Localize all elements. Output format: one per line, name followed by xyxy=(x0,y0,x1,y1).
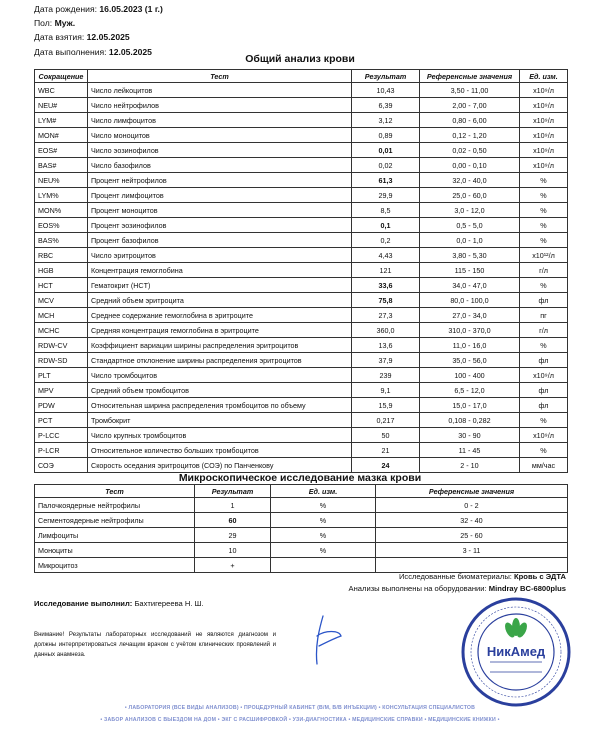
row-unit: x10⁹/л xyxy=(520,83,568,98)
table-row xyxy=(35,528,568,543)
row-result: 0,1 xyxy=(352,218,420,233)
row-test: Число эозинофилов xyxy=(88,143,352,158)
row-result: 0,217 xyxy=(352,413,420,428)
row-result: 21 xyxy=(352,443,420,458)
equipment-line xyxy=(349,584,566,593)
row-ref: 15,0 - 17,0 xyxy=(420,398,520,413)
row-abbr: BAS# xyxy=(35,158,88,173)
table-row xyxy=(35,113,568,128)
row-unit: фл xyxy=(520,293,568,308)
row-abbr: LYM# xyxy=(35,113,88,128)
row-ref: 34,0 - 47,0 xyxy=(420,278,520,293)
table-row xyxy=(35,143,568,158)
birth-value: 16.05.2023 (1 г.) xyxy=(99,4,163,14)
row-abbr: MON# xyxy=(35,128,88,143)
smear-row-ref: 3 - 11 xyxy=(376,543,568,558)
row-result: 75,8 xyxy=(352,293,420,308)
executor-label: Исследование выполнил: xyxy=(34,599,133,608)
table-row xyxy=(35,173,568,188)
row-unit: % xyxy=(520,278,568,293)
row-result: 0,01 xyxy=(352,143,420,158)
row-ref: 100 - 400 xyxy=(420,368,520,383)
patient-header xyxy=(34,2,163,59)
signature xyxy=(305,612,349,670)
row-unit: x10⁹/л xyxy=(520,98,568,113)
row-ref: 6,5 - 12,0 xyxy=(420,383,520,398)
row-unit: мм/час xyxy=(520,458,568,473)
row-ref: 30 - 90 xyxy=(420,428,520,443)
row-ref: 11,0 - 16,0 xyxy=(420,338,520,353)
table-row xyxy=(35,158,568,173)
row-unit: % xyxy=(520,173,568,188)
done-label: Дата выполнения: xyxy=(34,46,107,57)
footer-line-1: • ЛАБОРАТОРИЯ (ВСЕ ВИДЫ АНАЛИЗОВ) • ПРОЦЕДУРНЫЙ КАБИНЕТ (В/М, В/В ИНЪЕКЦИИ) • КОНСУЛЬТАЦИЯ СПЕЦИАЛИСТОВ xyxy=(124,705,476,711)
row-unit: x10⁹/л xyxy=(520,158,568,173)
table-row xyxy=(35,498,568,513)
smear-col-unit: Ед. изм. xyxy=(271,485,376,498)
smear-table xyxy=(34,484,568,573)
row-result: 27,3 xyxy=(352,308,420,323)
row-test: Процент нейтрофилов xyxy=(88,173,352,188)
row-unit: x10⁹/л xyxy=(520,368,568,383)
smear-col-test: Тест xyxy=(35,485,195,498)
row-ref: 0,108 - 0,282 xyxy=(420,413,520,428)
row-ref: 3,0 - 12,0 xyxy=(420,203,520,218)
smear-row-ref: 32 - 40 xyxy=(376,513,568,528)
col-test: Тест xyxy=(88,70,352,83)
smear-col-ref: Референсные значения xyxy=(376,485,568,498)
row-test: Число тромбоцитов xyxy=(88,368,352,383)
table-row xyxy=(35,263,568,278)
smear-row-test: Палочкоядерные нейтрофилы xyxy=(35,498,195,513)
row-result: 8,5 xyxy=(352,203,420,218)
row-result: 0,2 xyxy=(352,233,420,248)
sex-value: Муж. xyxy=(54,18,76,29)
row-ref: 35,0 - 56,0 xyxy=(420,353,520,368)
row-test: Средний объем эритроцита xyxy=(88,293,352,308)
row-abbr: RDW-SD xyxy=(35,353,88,368)
row-result: 50 xyxy=(352,428,420,443)
row-abbr: PLT xyxy=(35,368,88,383)
row-abbr: MPV xyxy=(35,383,88,398)
row-ref: 3,80 - 5,30 xyxy=(420,248,520,263)
row-abbr: MCHC xyxy=(35,323,88,338)
row-test: Относительное количество больших тромбоцитов xyxy=(88,443,352,458)
smear-row-ref: 25 - 60 xyxy=(376,528,568,543)
table-row xyxy=(35,368,568,383)
smear-row-ref xyxy=(376,558,568,573)
row-test: Число моноцитов xyxy=(88,128,352,143)
disclaimer-note: Внимание! Результаты лабораторных исследований не являются диагнозом и должны интерпретироваться лечащим врачом с учётом клинических проявлений и данных анамнеза. xyxy=(34,631,276,658)
row-unit: % xyxy=(520,233,568,248)
table-row xyxy=(35,353,568,368)
row-unit: % xyxy=(520,443,568,458)
smear-row-unit: % xyxy=(271,528,376,543)
footer-line-2: • ЗАБОР АНАЛИЗОВ С ВЫЕЗДОМ НА ДОМ • ЭКГ С РАСШИФРОВКОЙ • УЗИ-ДИАГНОСТИКА • МЕДИЦИНСКИЕ СПРАВКИ • МЕДИЦИНСКИЕ КНИЖКИ • xyxy=(100,717,500,723)
smear-row-test: Лимфоциты xyxy=(35,528,195,543)
row-ref: 0,80 - 6,00 xyxy=(420,113,520,128)
row-result: 4,43 xyxy=(352,248,420,263)
smear-row-ref: 0 - 2 xyxy=(376,498,568,513)
row-test: Число лейкоцитов xyxy=(88,83,352,98)
row-ref: 0,00 - 0,10 xyxy=(420,158,520,173)
smear-row-unit xyxy=(271,558,376,573)
row-result: 10,43 xyxy=(352,83,420,98)
row-test: Средняя концентрация гемоглобина в эритроците xyxy=(88,323,352,338)
row-result: 9,1 xyxy=(352,383,420,398)
row-test: Гематокрит (HCT) xyxy=(88,278,352,293)
row-unit: % xyxy=(520,203,568,218)
biomaterial-line xyxy=(399,572,566,581)
table-row xyxy=(35,413,568,428)
row-ref: 115 - 150 xyxy=(420,263,520,278)
done-value: 12.05.2025 xyxy=(108,46,152,57)
row-result: 29,9 xyxy=(352,188,420,203)
smear-row-result: + xyxy=(195,558,271,573)
table-row xyxy=(35,458,568,473)
smear-row-result: 1 xyxy=(195,498,271,513)
table-row xyxy=(35,188,568,203)
table-row xyxy=(35,338,568,353)
row-test: Средний объем тромбоцитов xyxy=(88,383,352,398)
row-unit: x10⁹/л xyxy=(520,128,568,143)
row-abbr: NEU# xyxy=(35,98,88,113)
row-result: 360,0 xyxy=(352,323,420,338)
row-abbr: PDW xyxy=(35,398,88,413)
row-ref: 11 - 45 xyxy=(420,443,520,458)
row-test: Стандартное отклонение ширины распределения эритроцитов xyxy=(88,353,352,368)
birth-label: Дата рождения: xyxy=(34,4,98,14)
row-result: 3,12 xyxy=(352,113,420,128)
row-result: 6,39 xyxy=(352,98,420,113)
table-row xyxy=(35,203,568,218)
equipment-label: Анализы выполнены на оборудовании: xyxy=(348,584,487,593)
row-ref: 27,0 - 34,0 xyxy=(420,308,520,323)
row-unit: фл xyxy=(520,353,568,368)
table-row xyxy=(35,558,568,573)
row-unit: % xyxy=(520,218,568,233)
smear-col-result: Результат xyxy=(195,485,271,498)
table-row xyxy=(35,83,568,98)
col-result: Результат xyxy=(352,70,420,83)
row-unit: x10⁹/л xyxy=(520,428,568,443)
smear-row-unit: % xyxy=(271,498,376,513)
table-row xyxy=(35,323,568,338)
row-unit: % xyxy=(520,188,568,203)
row-result: 24 xyxy=(352,458,420,473)
row-result: 15,9 xyxy=(352,398,420,413)
smear-row-test: Сегментоядерные нейтрофилы xyxy=(35,513,195,528)
row-unit: % xyxy=(520,338,568,353)
taken-label: Дата взятия: xyxy=(34,32,85,43)
table-row xyxy=(35,443,568,458)
row-result: 121 xyxy=(352,263,420,278)
row-abbr: MCV xyxy=(35,293,88,308)
smear-row-unit: % xyxy=(271,513,376,528)
row-abbr: MCH xyxy=(35,308,88,323)
row-ref: 0,12 - 1,20 xyxy=(420,128,520,143)
smear-row-test: Микроцитоз xyxy=(35,558,195,573)
row-result: 37,9 xyxy=(352,353,420,368)
smear-title: Микроскопическое исследование мазка крови xyxy=(178,472,422,484)
row-test: Число нейтрофилов xyxy=(88,98,352,113)
table-row xyxy=(35,428,568,443)
equipment-value: Mindray BC-6800plus xyxy=(488,584,566,593)
table-row xyxy=(35,233,568,248)
executor-line xyxy=(34,599,204,608)
row-unit: фл xyxy=(520,383,568,398)
row-test: Концентрация гемоглобина xyxy=(88,263,352,278)
row-ref: 25,0 - 60,0 xyxy=(420,188,520,203)
row-unit: x10¹²/л xyxy=(520,248,568,263)
smear-row-test: Моноциты xyxy=(35,543,195,558)
row-abbr: LYM% xyxy=(35,188,88,203)
row-unit: фл xyxy=(520,398,568,413)
row-abbr: EOS% xyxy=(35,218,88,233)
table-row xyxy=(35,293,568,308)
row-test: Число лимфоцитов xyxy=(88,113,352,128)
table-row xyxy=(35,383,568,398)
row-abbr: HCT xyxy=(35,278,88,293)
biomaterial-label: Исследованные биоматериалы: xyxy=(398,572,512,581)
row-abbr: EOS# xyxy=(35,143,88,158)
row-ref: 3,50 - 11,00 xyxy=(420,83,520,98)
row-abbr: PCT xyxy=(35,413,88,428)
row-ref: 0,02 - 0,50 xyxy=(420,143,520,158)
clinic-stamp xyxy=(460,596,572,708)
smear-row-result: 60 xyxy=(195,513,271,528)
row-unit: x10⁹/л xyxy=(520,143,568,158)
row-unit: пг xyxy=(520,308,568,323)
row-unit: г/л xyxy=(520,263,568,278)
row-abbr: BAS% xyxy=(35,233,88,248)
row-result: 0,89 xyxy=(352,128,420,143)
row-unit: % xyxy=(520,413,568,428)
row-result: 239 xyxy=(352,368,420,383)
row-ref: 80,0 - 100,0 xyxy=(420,293,520,308)
table-row xyxy=(35,308,568,323)
smear-row-unit: % xyxy=(271,543,376,558)
table-row xyxy=(35,128,568,143)
row-abbr: P-LCR xyxy=(35,443,88,458)
table-row xyxy=(35,248,568,263)
row-test: Процент эозинофилов xyxy=(88,218,352,233)
row-unit: x10⁹/л xyxy=(520,113,568,128)
row-test: Коэффициент вариации ширины распределения эритроцитов xyxy=(88,338,352,353)
table-row xyxy=(35,98,568,113)
row-test: Скорость оседания эритроцитов (СОЭ) по Панченкову xyxy=(88,458,352,473)
row-result: 33,6 xyxy=(352,278,420,293)
row-result: 13,6 xyxy=(352,338,420,353)
table-row xyxy=(35,543,568,558)
table-row xyxy=(35,278,568,293)
row-abbr: СОЭ xyxy=(35,458,88,473)
table-row xyxy=(35,513,568,528)
smear-row-result: 29 xyxy=(195,528,271,543)
biomaterial-value: Кровь с ЭДТА xyxy=(514,572,566,581)
row-abbr: RDW-CV xyxy=(35,338,88,353)
col-abbr: Сокращение xyxy=(35,70,88,83)
row-test: Тромбокрит xyxy=(88,413,352,428)
row-abbr: HGB xyxy=(35,263,88,278)
row-abbr: RBC xyxy=(35,248,88,263)
table-row xyxy=(35,218,568,233)
row-ref: 2,00 - 7,00 xyxy=(420,98,520,113)
col-ref: Референсные значения xyxy=(420,70,520,83)
cbc-table xyxy=(34,69,568,473)
executor-value: Бахтигереева Н. Ш. xyxy=(134,599,204,608)
row-result: 0,02 xyxy=(352,158,420,173)
sex-label: Пол: xyxy=(34,18,53,29)
row-test: Процент моноцитов xyxy=(88,203,352,218)
row-unit: г/л xyxy=(520,323,568,338)
row-ref: 0,5 - 5,0 xyxy=(420,218,520,233)
row-test: Число эритроцитов xyxy=(88,248,352,263)
cbc-title: Общий анализ крови xyxy=(245,53,355,65)
col-unit: Ед. изм. xyxy=(520,70,568,83)
row-test: Относительная ширина распределения тромбоцитов по объему xyxy=(88,398,352,413)
row-abbr: MON% xyxy=(35,203,88,218)
row-test: Среднее содержание гемоглобина в эритроците xyxy=(88,308,352,323)
stamp-brand: НикАмед xyxy=(486,644,546,659)
row-test: Число базофилов xyxy=(88,158,352,173)
smear-row-result: 10 xyxy=(195,543,271,558)
row-test: Процент базофилов xyxy=(88,233,352,248)
row-ref: 32,0 - 40,0 xyxy=(420,173,520,188)
taken-value: 12.05.2025 xyxy=(86,32,130,43)
row-ref: 2 - 10 xyxy=(420,458,520,473)
row-ref: 310,0 - 370,0 xyxy=(420,323,520,338)
row-ref: 0,0 - 1,0 xyxy=(420,233,520,248)
row-result: 61,3 xyxy=(352,173,420,188)
row-abbr: NEU% xyxy=(35,173,88,188)
table-row xyxy=(35,398,568,413)
row-abbr: P-LCC xyxy=(35,428,88,443)
row-test: Процент лимфоцитов xyxy=(88,188,352,203)
row-test: Число крупных тромбоцитов xyxy=(88,428,352,443)
row-abbr: WBC xyxy=(35,83,88,98)
